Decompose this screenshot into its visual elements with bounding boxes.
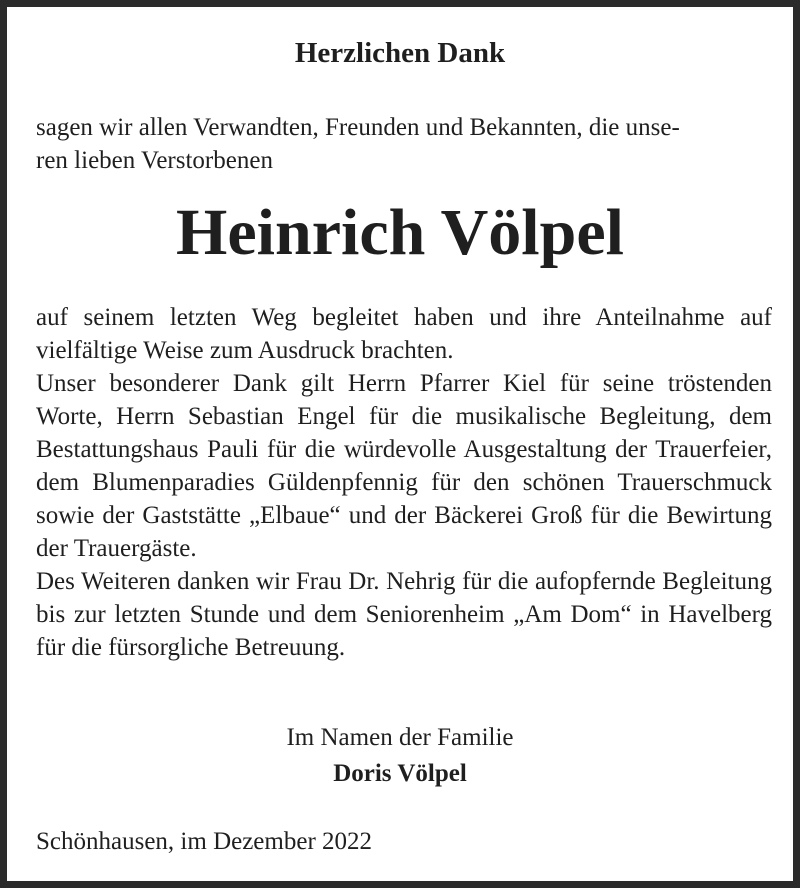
body-paragraph: Des Weiteren danken wir Frau Dr. Nehrig für die aufopfernde Begleitung bis zur letzten Stunde und dem Seniorenheim „Am Dom“ in Havelberg für die fürsorgliche Betreuung. — [36, 568, 772, 661]
body-paragraph: auf seinem letzten Weg begleitet haben und ihre Anteilnahme auf vielfältige Weise zum Ausdruck brachten. — [36, 304, 772, 364]
intro-line: ren lieben Verstorbenen — [36, 147, 273, 174]
body-paragraph: Unser besonderer Dank gilt Herrn Pfarrer Kiel für seine tröstenden Worte, Herrn Sebastian Engel für die musikalische Begleitung, dem Bestattungshaus Pauli für die würdevolle Ausgestaltung der Trauerfeier, dem Blumenparadies Güldenpfennig für den schönen Trauerschmuck sowie der Gaststätte „Elbaue“ und der Bäckerei Groß für die Bewirtung der Trauergäste. — [36, 370, 772, 562]
notice-title: Herzlichen Dank — [294, 37, 506, 69]
place-and-date: Schönhausen, im Dezember 2022 — [36, 828, 373, 855]
deceased-name: Heinrich Völpel — [176, 196, 624, 269]
intro-text — [36, 111, 772, 177]
family-signature: Doris Völpel — [333, 760, 467, 787]
notice-body — [36, 301, 772, 664]
intro-line: sagen wir allen Verwandten, Freunden und Bekannten, die unse- — [36, 114, 680, 141]
family-label: Im Namen der Familie — [286, 724, 514, 751]
